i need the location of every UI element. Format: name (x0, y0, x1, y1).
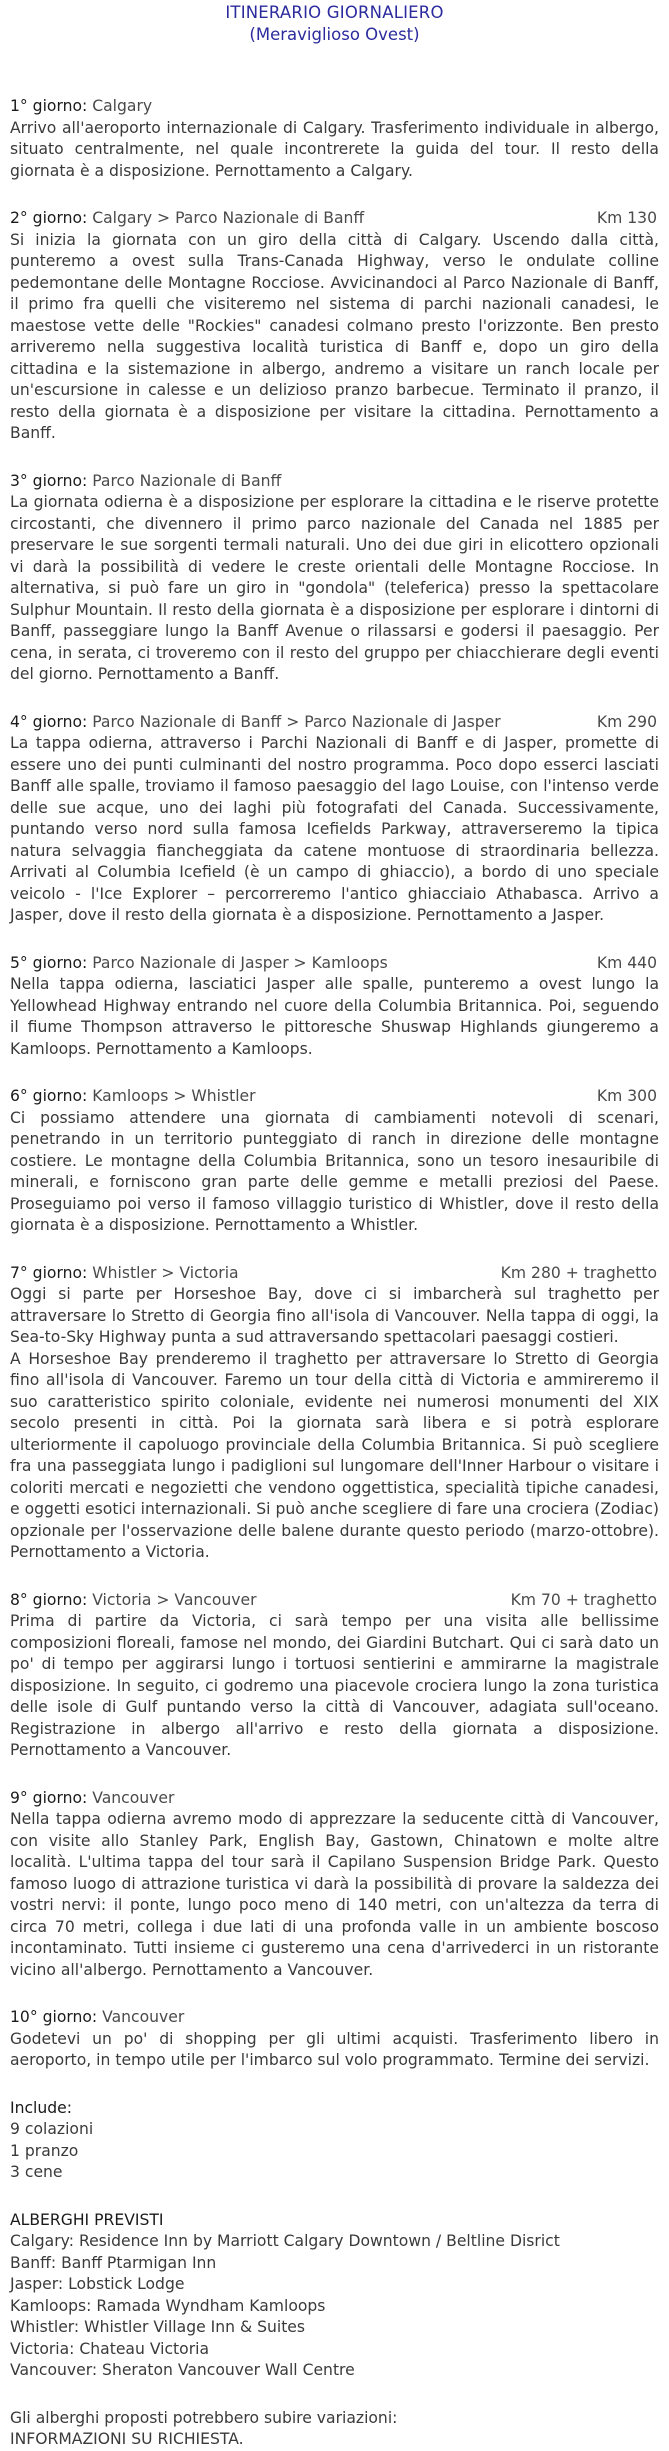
day-route: Vancouver (92, 1788, 175, 1807)
day-distance (657, 96, 659, 118)
footer-info: INFORMAZIONI SU RICHIESTA. (10, 2430, 244, 2448)
page-title: ITINERARIO GIORNALIERO (225, 3, 444, 22)
day-description: Ci possiamo attendere una giornata di cambiamenti notevoli di scenari, penetrando in un territorio punteggiato di ranch in direzione delle montagne costiere. Le montagne della Columbia Britannica, sono un tesoro inesauribile di minerali, e forniscono gran parte delle gemme e metalli preziosi del Paese. Proseguiamo poi verso il famoso villaggio turistico di Whistler, dove il resto della giornata è a disposizione. Pernottamento a Whistler. (10, 1108, 659, 1234)
day-title (10, 1086, 256, 1108)
day-heading (10, 471, 659, 493)
day-block (10, 208, 659, 445)
day-block (10, 712, 659, 927)
hotels-heading: ALBERGHI PREVISTI (10, 2210, 164, 2229)
day-title (10, 471, 281, 493)
day-description: Si inizia la giornata con un giro della città di Calgary. Uscendo dalla città, punteremo a ovest sulla Trans-Canada Highway, verso le ondulate colline pedemontane delle Montagne Rocciose. Avvicinandoci al Parco Nazionale di Banff, il primo fra quelli che visiteremo nel sistema di parchi nazionali canadesi, le maestose vette delle "Rockies" canadesi colmano presto l'orizzonte. Ben presto arriveremo nella suggestiva località turistica di Banff e, dopo un giro della cittadina e la sistemazione in albergo, andremo a visitare un ranch locale per un'escursione in calesse e un delizioso pranzo barbecue. Terminato il pranzo, il resto della giornata è a disposizione per visitare la cittadina. Pernottamento a Banff. (10, 230, 659, 442)
day-route: Vancouver (102, 2008, 185, 2026)
hotel-item: Calgary: Residence Inn by Marriott Calgary Downtown / Beltline Disrict (10, 2232, 560, 2250)
day-description: Oggi si parte per Horseshoe Bay, dove ci si imbarcherà sul traghetto per attraversare lo Stretto di Georgia fino all'isola di Vancouver. Nella tappa di oggi, la Sea-to-Sky Highway punta a sud attraversando spettacolari paesaggi costieri. (10, 1285, 659, 1346)
day-distance: Km 280 + traghetto (500, 1263, 657, 1282)
day-distance (657, 1788, 659, 1810)
day-heading (10, 712, 659, 734)
day-label: 2° giorno: (10, 209, 88, 227)
day-description: Godetevi un po' di shopping per gli ultimi acquisti. Trasferimento libero in aeroporto, in tempo utile per l'imbarco sul volo programmato. Termine dei servizi. (10, 2029, 659, 2069)
day-route: Calgary > Parco Nazionale di Banff (92, 209, 365, 227)
day-block (10, 1788, 659, 1982)
day-description: Nella tappa odierna avremo modo di apprezzare la seducente città di Vancouver, con visite allo Stanley Park, English Bay, Gastown, Chinatown e molte altre località. L'ultima tappa del tour sarà il Capilano Suspension Bridge Park. Questo famoso luogo di attrazione turistica vi darà la possibilità di provare la saldezza dei vostri nervi: il ponte, lungo poco meno di 140 metri, con un'altezza da terra di circa 70 metri, collega i due lati di una profonda valle in un ambiente boscoso incontaminato. Tutti insieme ci gusteremo una cena d'arrivederci in un ristorante vicino all'albergo. Pernottamento a Vancouver. (10, 1810, 659, 1979)
includes-heading: Include: (10, 2098, 73, 2117)
day-label: 7° giorno: (10, 1263, 88, 1282)
day-heading (10, 2007, 659, 2029)
day-block (10, 1590, 659, 1762)
day-route: Parco Nazionale di Jasper > Kamloops (92, 953, 388, 972)
hotel-item: Victoria: Chateau Victoria (10, 2339, 210, 2358)
day-label: 8° giorno: (10, 1590, 88, 1609)
day-heading (10, 208, 659, 230)
day-title (10, 208, 364, 230)
day-heading (10, 1788, 659, 1810)
day-description: A Horseshoe Bay prenderemo il traghetto per attraversare lo Stretto di Georgia fino all'isola di Vancouver. Faremo un tour della città di Victoria e ammireremo il suo caratteristico spirito coloniale, evidente nei numerosi monumenti del XIX secolo presenti in città. Poi la giornata sarà libera e si potrà esplorare ulteriormente il capoluogo provinciale della Columbia Britannica. Si può scegliere fra una passeggiata lungo i padiglioni sul lungomare dell'Inner Harbour o visitare i coloriti mercati e negozietti che vendono oggettistica, specialità tipiche canadesi, e oggetti esotici internazionali. Si può anche scegliere di fare una crociera (Zodiac) opzionale per l'osservazione delle balene durante questo periodo (marzo-ottobre). Pernottamento a Victoria. (10, 1349, 659, 1561)
day-title (10, 953, 388, 975)
day-label: 6° giorno: (10, 1087, 88, 1105)
day-heading (10, 1263, 659, 1285)
day-block (10, 2007, 659, 2072)
day-route: Whistler > Victoria (92, 1263, 239, 1282)
day-heading (10, 1086, 659, 1108)
day-description: Prima di partire da Victoria, ci sarà tempo per una visita alle bellissime composizioni floreali, famose nel mondo, dei Giardini Butchart. Qui ci sarà dato un po' di tempo per aggirarsi lungo i tortuosi sentierini e ammirarne la magistrale disposizione. In seguito, ci godremo una piacevole crociera lungo la zona turistica delle isole di Gulf puntando verso la città di Vancouver, adagiata sull'oceano. Registrazione in albergo all'arrivo e resto della giornata a disposizione. Pernottamento a Vancouver. (10, 1612, 659, 1759)
day-description: Nella tappa odierna, lasciatici Jasper alle spalle, punteremo a ovest lungo la Yellowhead Highway entrando nel cuore della Columbia Britannica. Poi, seguendo il fiume Thompson attraverso le pittoresche Shuswap Highlands giungeremo a Kamloops. Pernottamento a Kamloops. (10, 975, 659, 1058)
day-heading (10, 96, 659, 118)
day-route: Kamloops > Whistler (92, 1087, 256, 1105)
day-route: Victoria > Vancouver (92, 1590, 257, 1609)
hotels-section (10, 2210, 659, 2382)
day-distance: Km 70 + traghetto (510, 1590, 657, 1609)
day-title (10, 712, 501, 734)
day-distance (657, 471, 659, 493)
page-subtitle: (Meraviglioso Ovest) (249, 25, 420, 44)
hotel-item: Kamloops: Ramada Wyndham Kamloops (10, 2296, 326, 2315)
day-title (10, 2007, 184, 2029)
includes-item: 3 cene (10, 2163, 63, 2181)
includes-item: 1 pranzo (10, 2141, 79, 2160)
days-list (10, 96, 659, 2072)
day-title (10, 1263, 239, 1285)
day-label: 10° giorno: (10, 2008, 98, 2026)
day-distance (657, 2007, 659, 2029)
day-heading (10, 953, 659, 975)
day-description: La tappa odierna, attraverso i Parchi Nazionali di Banff e di Jasper, promette di essere uno dei punti culminanti del nostro programma. Poco dopo esserci lasciati Banff alle spalle, troviamo il famoso paesaggio del lago Louise, con l'intenso verde delle sue acque, uno dei laghi più fotografati del Canada. Successivamente, puntando verso nord sulla famosa Icefields Parkway, attraverseremo la tipica natura selvaggia fiancheggiata da catene montuose di straordinaria bellezza. Arrivati al Columbia Icefield (è un campo di ghiaccio), a bordo di uno speciale veicolo - l'Ice Explorer – percorreremo l'antico ghiacciaio Athabasca. Arrivo a Jasper, dove il resto della giornata è a disposizione. Pernottamento a Jasper. (10, 734, 659, 924)
day-description: La giornata odierna è a disposizione per esplorare la cittadina e le riserve protette circostanti, che divennero il primo parco nazionale del Canada nel 1885 per preservare le sue sorgenti termali naturali. Uno dei due giri in elicottero opzionali vi darà la possibilità di vedere le creste orientali delle Montagne Rocciose. In alternativa, si può fare un giro in "gondola" (teleferica) presso la spettacolare Sulphur Mountain. Il resto della giornata è a disposizione per esplorare i dintorni di Banff, passeggiare lungo la Banff Avenue o rilassarsi e godersi il paesaggio. Per cena, in serata, ci troveremo con il resto del gruppo per chiacchierare degli eventi del giorno. Pernottamento a Banff. (10, 493, 659, 683)
day-block (10, 1086, 659, 1237)
hotel-item: Vancouver: Sheraton Vancouver Wall Centre (10, 2361, 355, 2379)
day-block (10, 1263, 659, 1564)
hotel-item: Banff: Banff Ptarmigan Inn (10, 2253, 217, 2272)
day-distance: Km 130 (596, 209, 657, 227)
includes-item: 9 colazioni (10, 2120, 94, 2138)
day-distance: Km 290 (596, 712, 657, 731)
day-title (10, 1788, 174, 1810)
hotel-item: Jasper: Lobstick Lodge (10, 2275, 185, 2293)
day-block (10, 96, 659, 182)
day-label: 1° giorno: (10, 97, 88, 115)
day-route: Parco Nazionale di Banff (92, 471, 282, 490)
day-label: 4° giorno: (10, 712, 88, 731)
day-route: Calgary (92, 97, 153, 115)
day-label: 9° giorno: (10, 1788, 88, 1807)
day-heading (10, 1590, 659, 1612)
day-label: 3° giorno: (10, 471, 88, 490)
includes-section (10, 2098, 659, 2184)
day-title (10, 96, 152, 118)
day-title (10, 1590, 257, 1612)
day-distance: Km 440 (596, 953, 657, 972)
day-block (10, 953, 659, 1061)
day-distance: Km 300 (596, 1087, 657, 1105)
day-block (10, 471, 659, 686)
day-route: Parco Nazionale di Banff > Parco Nazionale di Jasper (92, 712, 501, 731)
footer (10, 2408, 659, 2451)
footer-note: Gli alberghi proposti potrebbero subire variazioni: (10, 2408, 398, 2427)
day-description: Arrivo all'aeroporto internazionale di Calgary. Trasferimento individuale in albergo, situato centralmente, nel quale incontrerete la guida del tour. Il resto della giornata è a disposizione. Pernottamento a Calgary. (10, 118, 659, 180)
header (10, 2, 659, 46)
day-label: 5° giorno: (10, 953, 88, 972)
hotel-item: Whistler: Whistler Village Inn & Suites (10, 2318, 306, 2336)
